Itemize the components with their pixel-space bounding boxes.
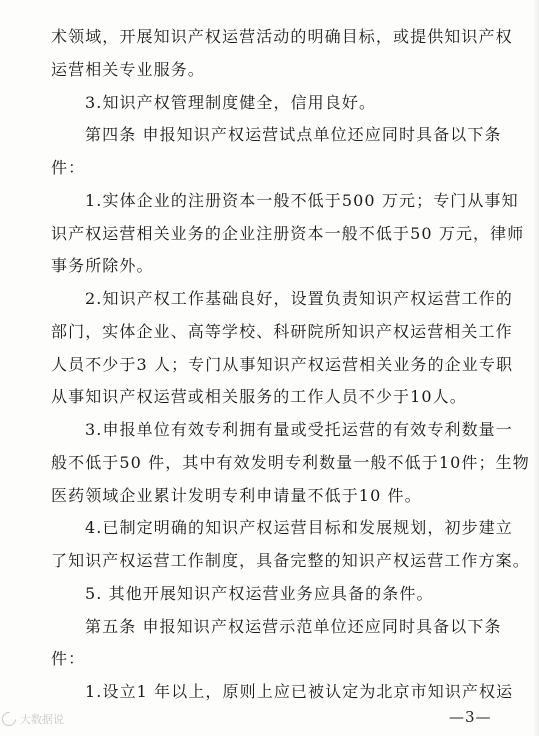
watermark-text: 大数据说 [20, 713, 64, 726]
text-line: 医药领域企业累计发明专利申请量不低于10 件。 [51, 486, 422, 505]
text-line: 运营相关专业服务。 [51, 60, 205, 79]
text-line: 术领域，开展知识产权运营活动的明确目标，或提供知识产权 [51, 27, 513, 46]
text-line: 部门，实体企业、高等学校、科研院所知识产权运营相关工作 [51, 322, 513, 341]
text-line: 人员不少于3 人；专门从事知识产权运营相关业务的企业专职 [51, 355, 514, 374]
text-line: 2.知识产权工作基础良好，设置负责知识产权运营工作的 [85, 289, 513, 308]
page-edge-shadow [533, 0, 539, 736]
text-line: 4.已制定明确的知识产权运营目标和发展规划，初步建立 [85, 518, 513, 537]
text-line: 第四条 申报知识产权运营试点单位还应同时具备以下条 [85, 125, 502, 144]
text-line: 第五条 申报知识产权运营示范单位还应同时具备以下条 [85, 617, 502, 636]
text-line: 事务所除外。 [51, 256, 154, 275]
text-line: 件： [51, 158, 86, 177]
text-line: 1.实体企业的注册资本一般不低于500 万元；专门从事知 [85, 191, 519, 210]
text-line: 3.知识产权管理制度健全，信用良好。 [85, 93, 377, 112]
text-line: 件： [51, 649, 86, 668]
text-line: 了知识产权运营工作制度，具备完整的知识产权运营工作方案。 [51, 551, 530, 570]
text-line: 1.设立1 年以上，原则上应已被认定为北京市知识产权运 [85, 682, 514, 701]
watermark-logo-icon [0, 709, 19, 729]
watermark [2, 711, 64, 727]
text-line: 从事知识产权运营或相关服务的工作人员不少于10人。 [51, 387, 467, 406]
text-line: 识产权运营相关业务的企业注册资本一般不低于50 万元，律师 [51, 224, 525, 243]
text-line: 5. 其他开展知识产权运营业务应具备的条件。 [85, 584, 434, 603]
text-line: 般不低于50 件，其中有效发明专利数量一般不低于10件；生物 [51, 453, 530, 472]
text-line: 3.申报单位有效专利拥有量或受托运营的有效专利数量一 [85, 420, 513, 439]
page-number: —3— [449, 708, 492, 726]
